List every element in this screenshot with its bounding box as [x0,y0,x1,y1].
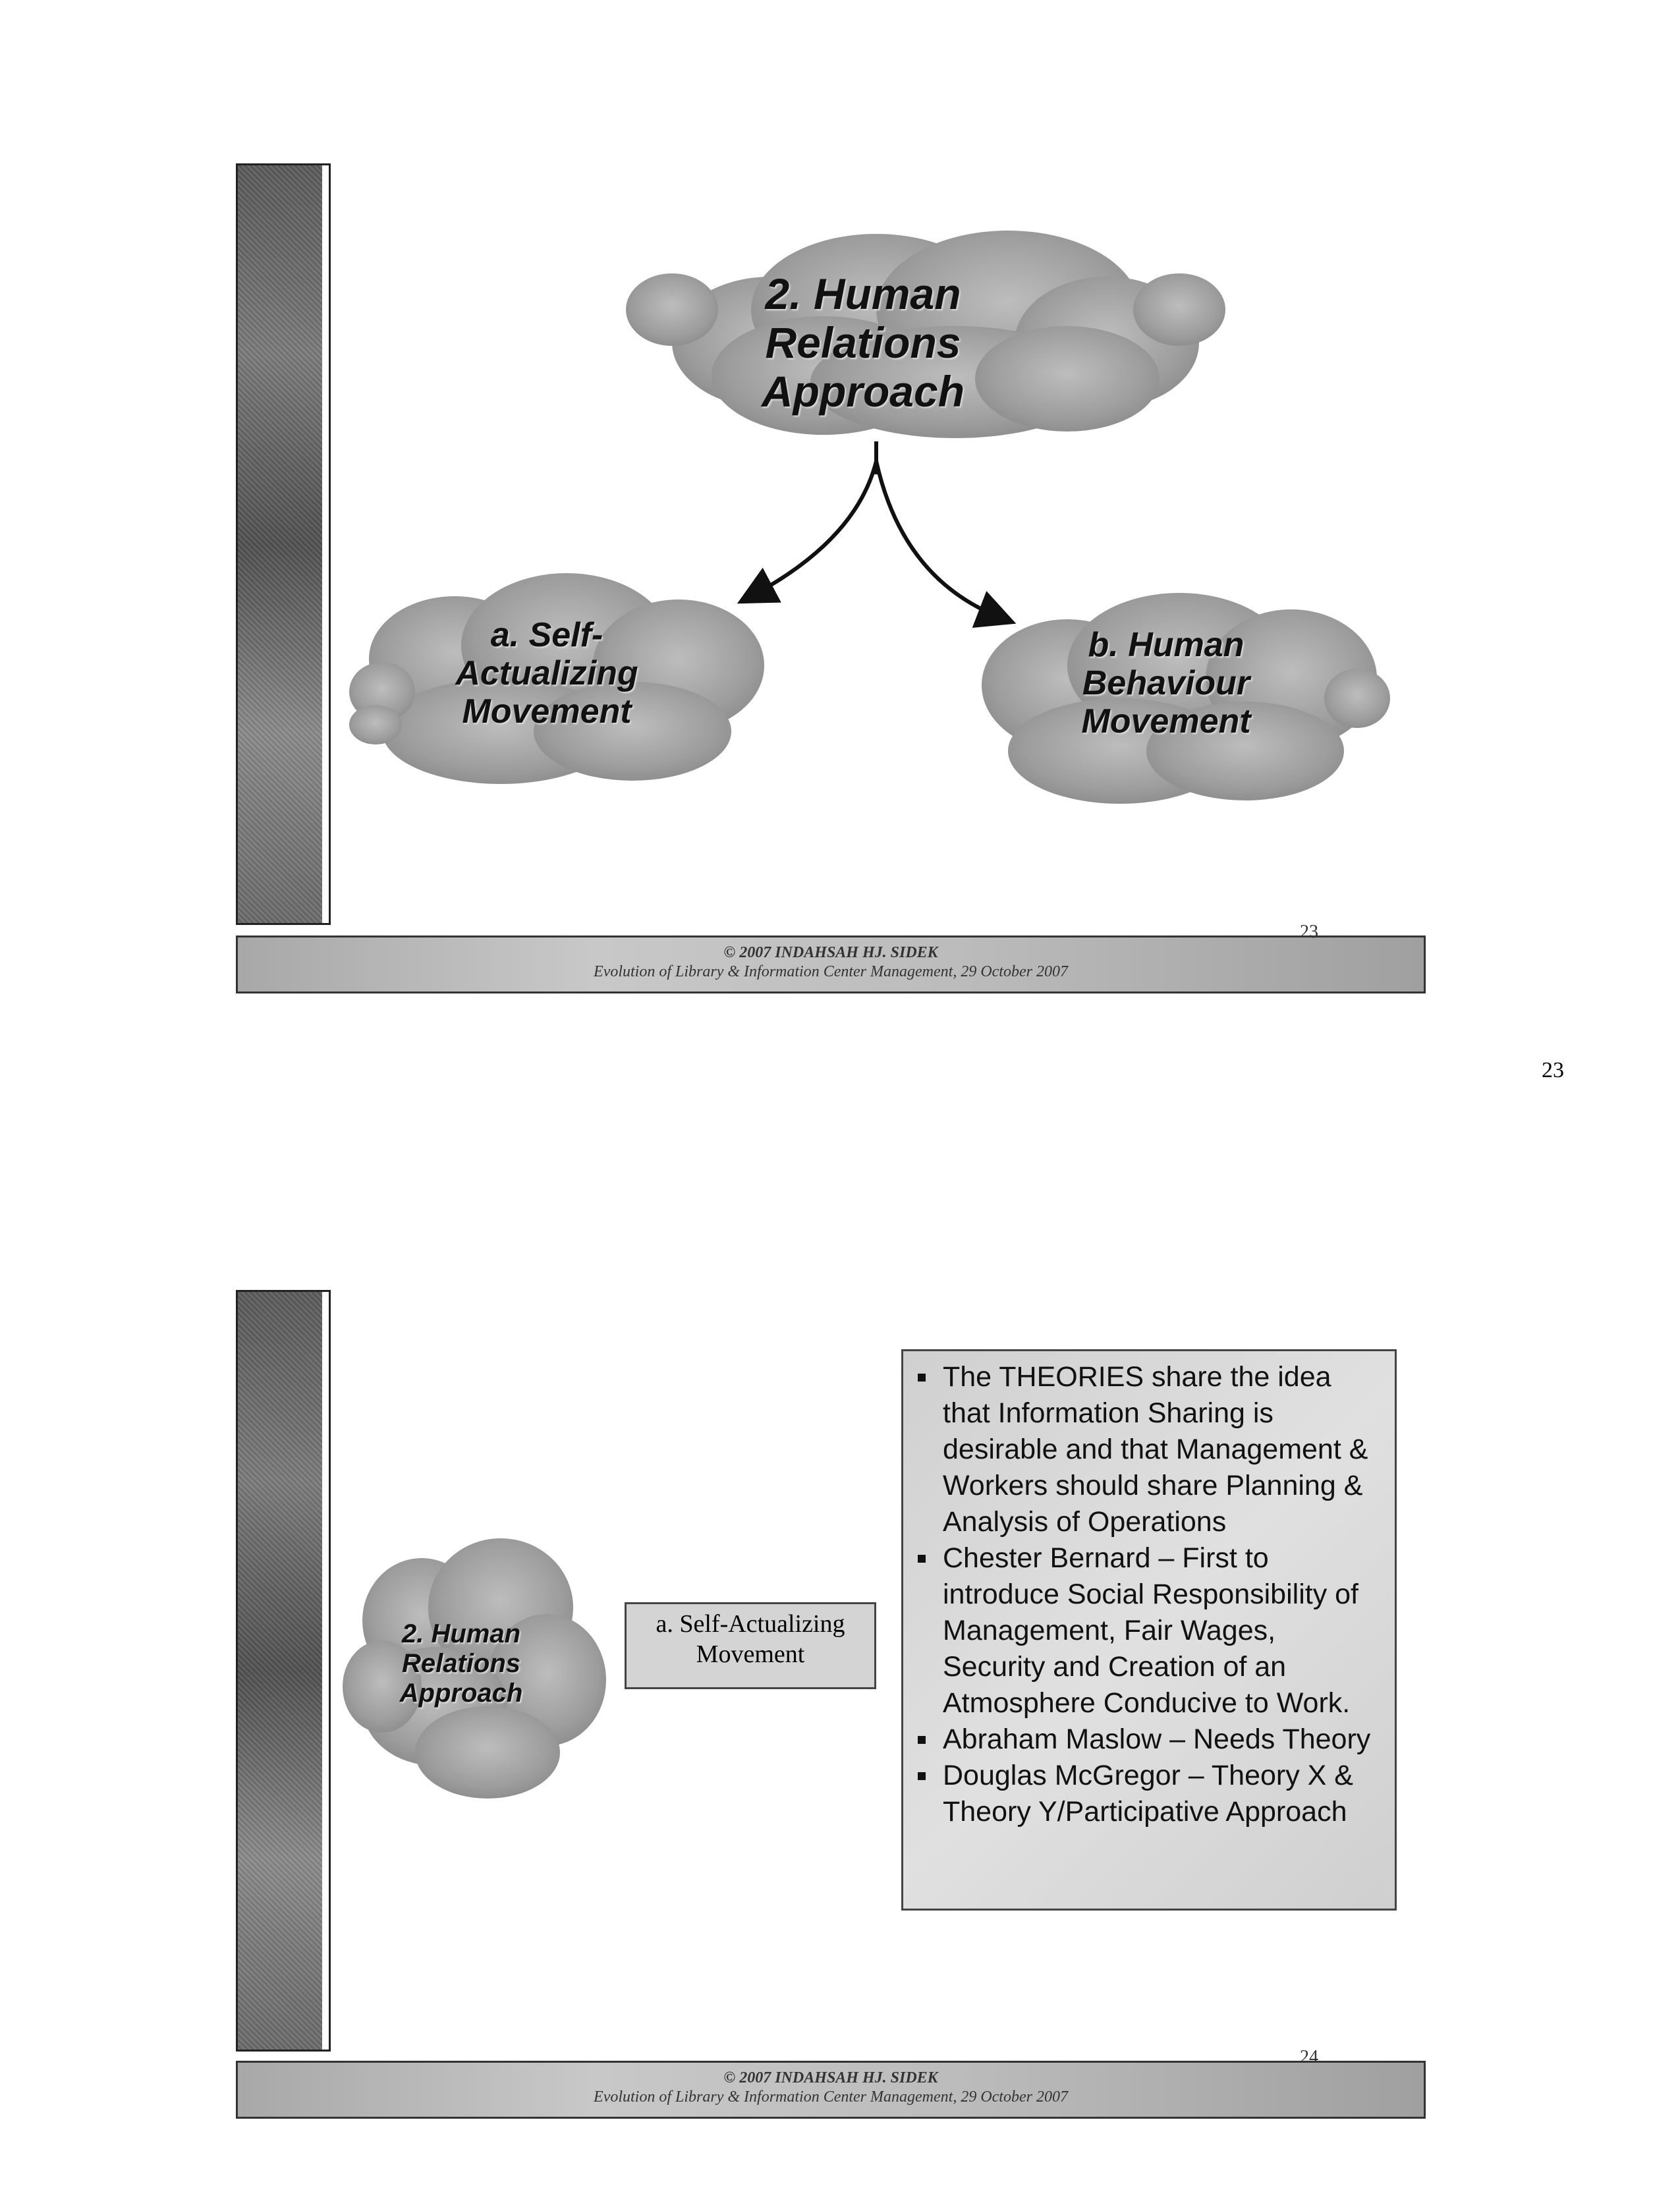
slide-1-footer-page: 23 [1300,922,1318,942]
cloud-b-text: b. Human Behaviour Movement [1081,626,1251,741]
slide-1 [0,0,1680,1087]
list-item: Douglas McGregor – Theory X & Theory Y/Participative Approach [915,1758,1386,1830]
list-item: Chester Bernard – First to introduce Social Responsibility of Management, Fair Wages, Security and Creation of an Atmosphere Conducive to Work. [915,1540,1386,1721]
theories-list [915,1359,1386,1830]
footer-event: Evolution of Library & Information Center Management, 29 October 2007 [594,2088,1068,2106]
page-number: 23 [1542,1058,1564,1082]
footer-copyright: © 2007 INDAHSAH HJ. SIDEK [723,944,938,961]
slide-1-diagram [0,0,1680,1087]
self-actualizing-box: a. Self-Actualizing Movement [625,1602,876,1689]
list-item: The THEORIES share the idea that Information Sharing is desirable and that Management & Workers should share Planning & Analysis of Operations [915,1359,1386,1540]
cloud-small-text: 2. Human Relations Approach [399,1619,523,1708]
theories-box [901,1349,1397,1911]
cloud-a-text: a. Self-Actualizing Movement [455,616,638,731]
cloud-main-text: 2. Human Relations Approach [761,269,965,416]
slide-2-footer [236,2047,1426,2119]
list-item: Abraham Maslow – Needs Theory [915,1721,1386,1758]
slide-2-footer-page: 24 [1300,2047,1318,2067]
footer-copyright: © 2007 INDAHSAH HJ. SIDEK [723,2069,938,2086]
slide-1-footer [236,922,1426,993]
footer-event: Evolution of Library & Information Center Management, 29 October 2007 [594,963,1068,980]
